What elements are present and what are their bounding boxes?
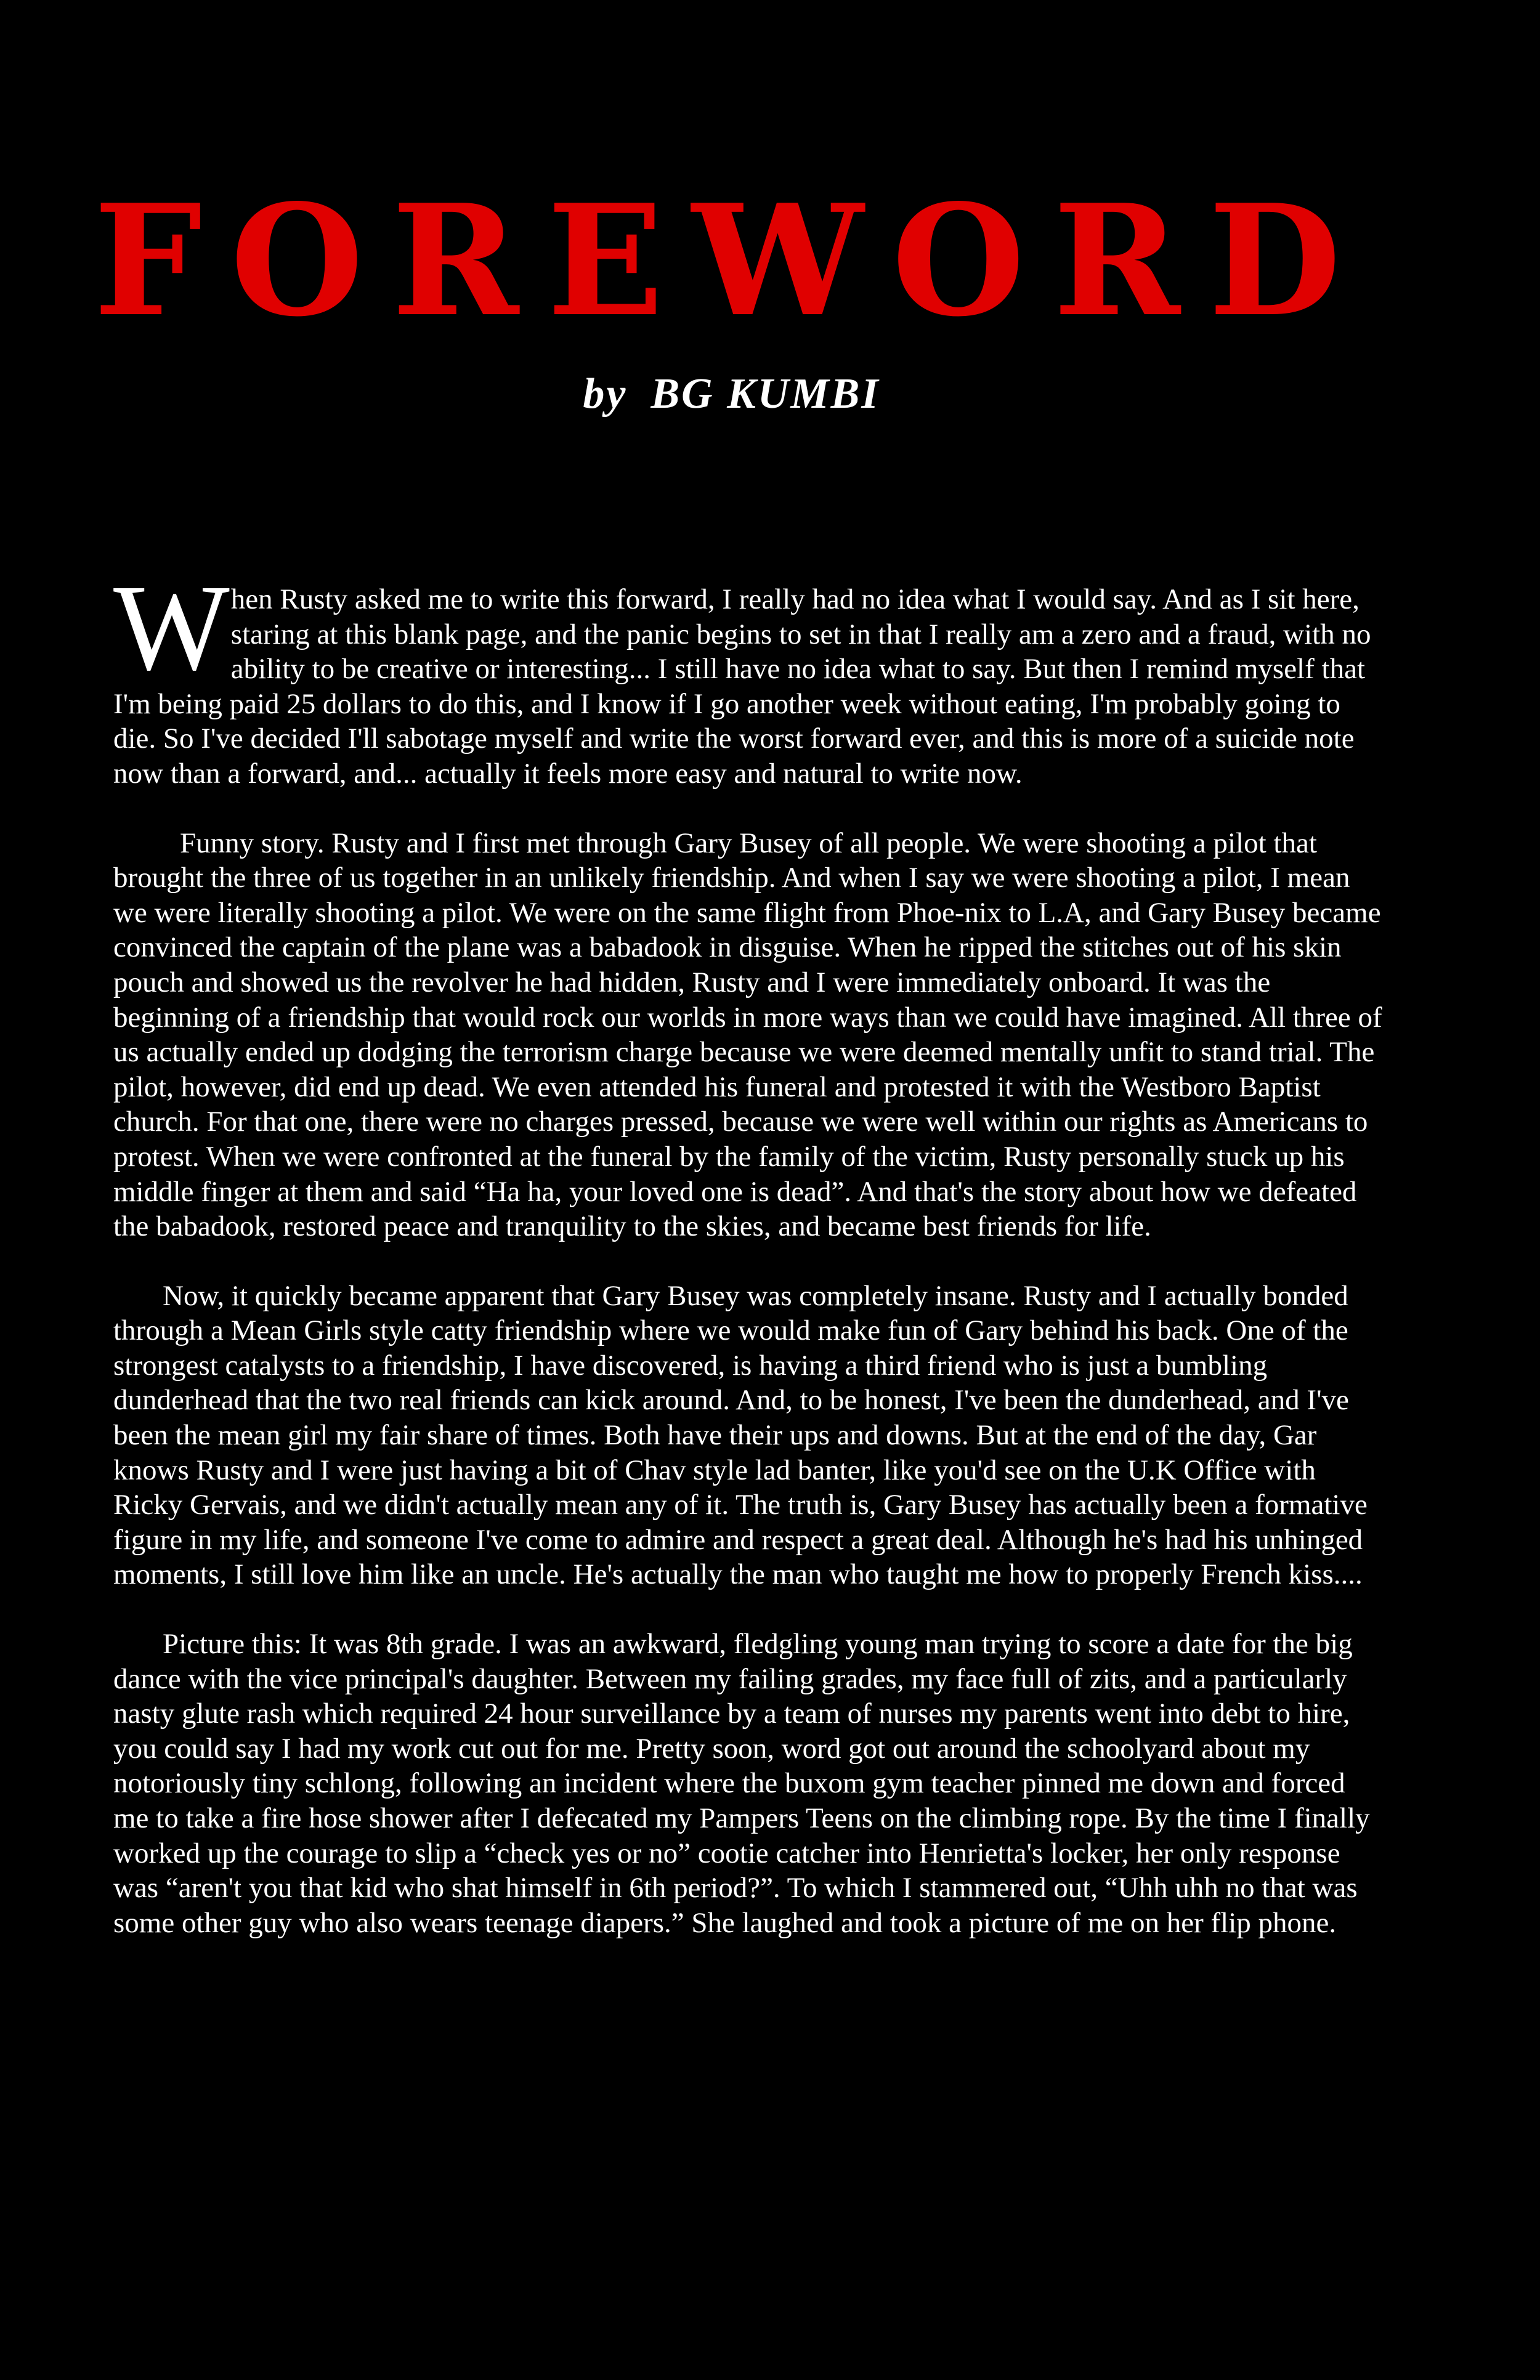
paragraph-4: Picture this: It was 8th grade. I was an awkward, fledgling young man trying to score a date for the big dance with the vice principal's daughter. Between my failing grades, my face full of zits, and a particularly nasty glute rash which required 24 hour surveillance by a team of nurses my parents went into debt to hire, you could say I had my work cut out for me. Pretty soon, word got out around the schoolyard about my notoriously tiny schlong, following an incident where the buxom gym teacher pinned me down and forced me to take a fire hose shower after I defecated my Pampers Teens on the climbing rope. By the time I finally worked up the courage to slip a “check yes or no” cootie catcher into Henrietta's locker, her only response was “aren't you that kid who shat himself in 6th period?”. To which I stammered out, “Uhh uhh no that was some other guy who also wears teenage diapers.” She laughed and took a picture of me on her flip phone. — [113, 1628, 1370, 1939]
paragraph-2: Funny story. Rusty and I first met through Gary Busey of all people. We were shooting a pilot that brought the three of us together in an unlikely friendship. And when I say we were shooting a pilot, I mean we were literally shooting a pilot. We were on the same flight from Phoe-nix to L.A, and Gary Busey became convinced the captain of the plane was a babadook in disguise. When he ripped the stitches out of his skin pouch and showed us the revolver he had hidden, Rusty and I were immediately onboard. It was the beginning of a friendship that would rock our worlds in more ways than we could have imagined. All three of us actually ended up dodging the terrorism charge because we were deemed mentally unfit to stand trial. The pilot, however, did end up dead. We even attended his funeral and protested it with the Westboro Baptist church. For that one, there were no charges pressed, because we were well within our rights as Americans to protest. When we were confronted at the funeral by the family of the victim, Rusty personally stuck up his middle finger at them and said “Ha ha, your loved one is dead”. And that's the story about how we defeated the babadook, restored peace and tranquility to the skies, and became best friends for life. — [113, 827, 1382, 1243]
drop-cap: W — [113, 560, 230, 696]
chapter-title: FOREWORD — [94, 171, 1369, 350]
paragraph-1-text: hen Rusty asked me to write this forward, I really had no idea what I would say. And as I sit here, staring at this blank page, and the panic begins to set in that I really am a zero and a fraud, with no ability to be creative or interesting... I still have no idea what to say. But then I remind myself that I'm being paid 25 dollars to do this, and I know if I go another week without eating, I'm probably going to die. So I've decided I'll sabotage myself and write the worst forward ever, and this is more of a suicide note now than a forward, and... actually it feels more easy and natural to write now. — [113, 583, 1371, 790]
foreword-body — [113, 560, 1382, 1975]
paragraph-1 — [113, 560, 1382, 791]
byline-by: by — [583, 370, 628, 418]
byline-author: BG KUMBI — [650, 370, 880, 418]
byline — [0, 370, 1463, 419]
paragraph-3: Now, it quickly became apparent that Gary Busey was completely insane. Rusty and I actually bonded through a Mean Girls style catty friendship where we would make fun of Gary behind his back. One of the strongest catalysts to a friendship, I have discovered, is having a third friend who is just a bumbling dunderhead that the two real friends can kick around. And, to be honest, I've been the dunderhead, and I've been the mean girl my fair share of times. Both have their ups and downs. But at the end of the day, Gar knows Rusty and I were just having a bit of Chav style lad banter, like you'd see on the U.K Office with Ricky Gervais, and we didn't actually mean any of it. The truth is, Gary Busey has actually been a formative figure in my life, and someone I've come to admire and respect a great deal. Although he's had his unhinged moments, I still love him like an uncle. He's actually the man who taught me how to properly French kiss.... — [113, 1279, 1368, 1591]
